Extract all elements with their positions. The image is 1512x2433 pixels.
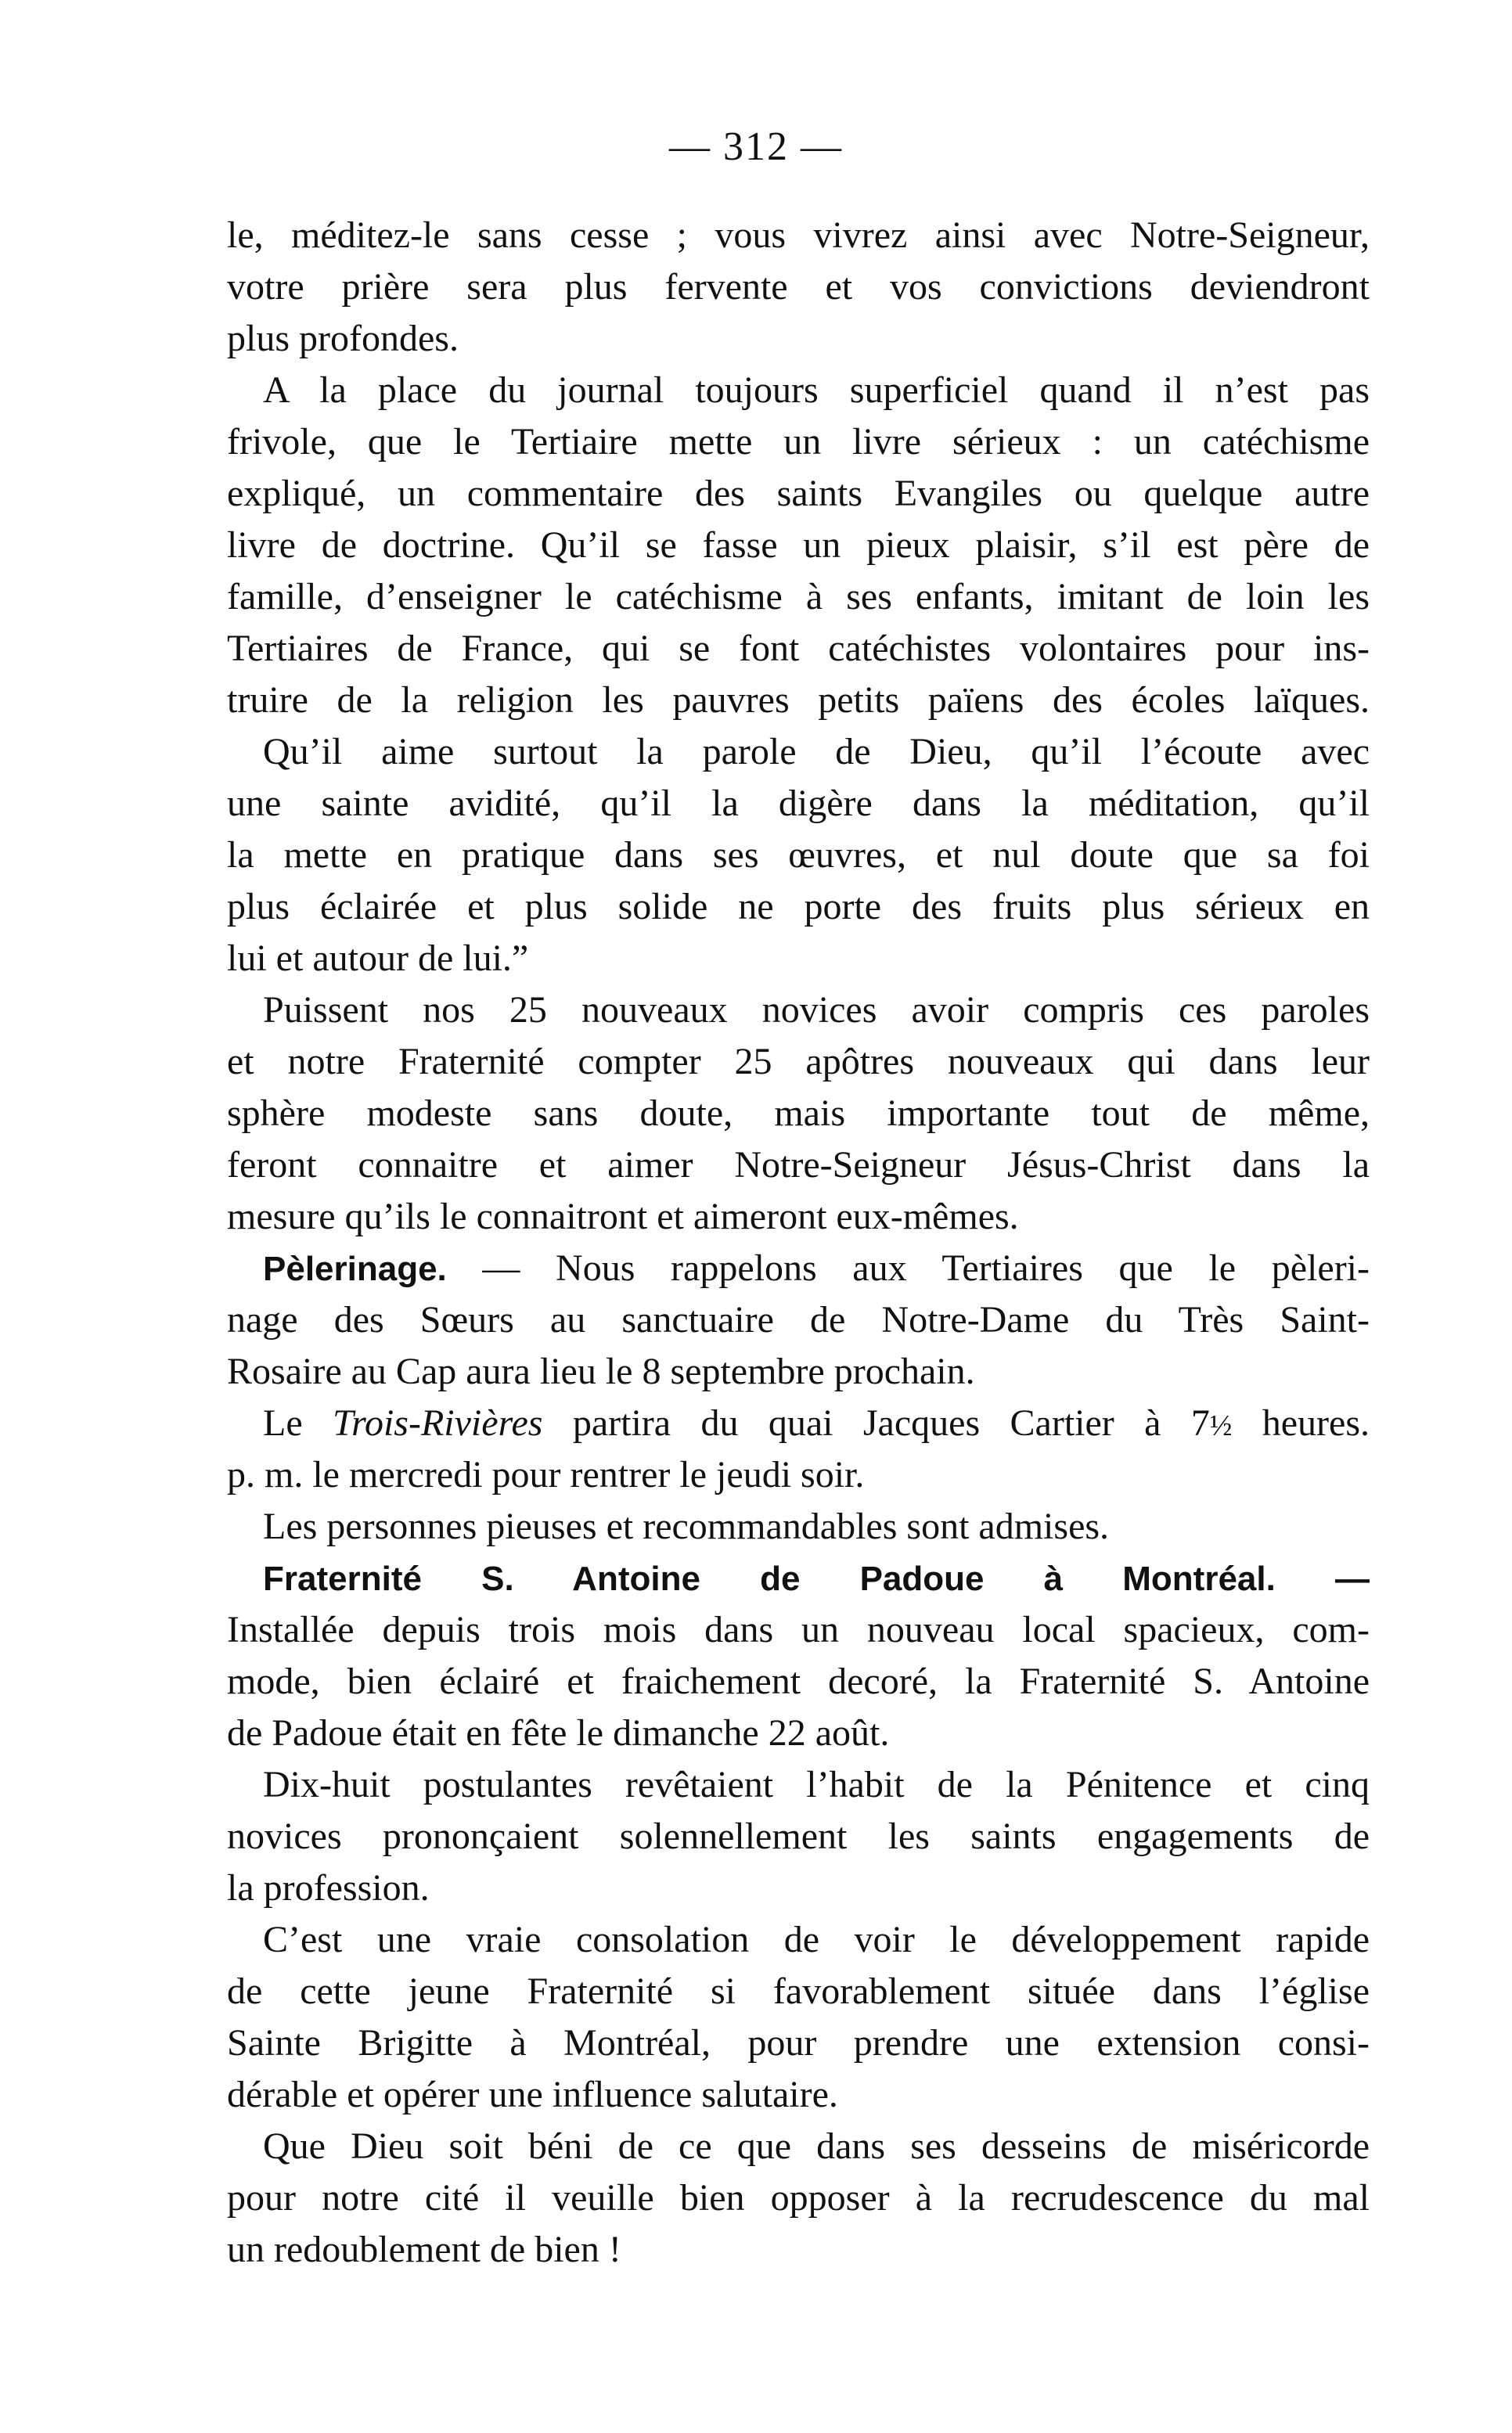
text-line: votre prière sera plus fervente et vos convictions deviendront	[227, 266, 1370, 308]
page-number: — 312 —	[669, 124, 843, 169]
text-line: Dix-huit postulantes revêtaient l’habit de la Pénitence et cinq	[263, 1764, 1370, 1805]
text-line: de cette jeune Fraternité si favorablement située dans l’église	[227, 1971, 1370, 2012]
text-line: livre de doctrine. Qu’il se fasse un pieux plaisir, s’il est père de	[227, 524, 1370, 566]
text-line: expliqué, un commentaire des saints Evangiles ou quelque autre	[227, 473, 1370, 514]
text-line: novices prononçaient solennellement les saints engagements de	[227, 1816, 1370, 1857]
text-line: C’est une vraie consolation de voir le développement rapide	[263, 1919, 1370, 1960]
text-line: la profession.	[227, 1867, 430, 1909]
boat-name: Trois-Rivières	[333, 1402, 543, 1444]
text-line: Que Dieu soit béni de ce que dans ses desseins de miséricorde	[263, 2125, 1370, 2167]
text-line: famille, d’enseigner le catéchisme à ses enfants, imitant de loin les	[227, 576, 1370, 617]
fraternite-heading: Fraternité S. Antoine de Padoue à Montréal. —	[263, 1560, 1370, 1598]
fraternite-heading-line	[227, 1553, 1370, 1604]
trip-suffix: heures.	[1232, 1402, 1370, 1444]
text-line: Tertiaires de France, qui se font catéchistes volontaires pour ins-	[227, 628, 1370, 669]
text-line: une sainte avidité, qu’il la digère dans la méditation, qu’il	[227, 783, 1370, 824]
text-line: dérable et opérer une influence salutaire.	[227, 2074, 838, 2115]
text-line: plus éclairée et plus solide ne porte des fruits plus sérieux en	[227, 886, 1370, 927]
pelerinage-intro: — Nous rappelons aux Tertiaires que le pèleri-	[446, 1247, 1370, 1289]
text-line: A la place du journal toujours superficiel quand il n’est pas	[263, 369, 1370, 411]
trip-line	[227, 1398, 1370, 1449]
text-line: pour notre cité il veuille bien opposer à la recrudescence du mal	[227, 2177, 1370, 2219]
text-line: truire de la religion les pauvres petits païens des écoles laïques.	[227, 679, 1370, 721]
text-line: Sainte Brigitte à Montréal, pour prendre une extension consi-	[227, 2022, 1370, 2064]
trip-fraction: ½	[1209, 1409, 1233, 1442]
text-line: un redoublement de bien !	[227, 2229, 621, 2270]
trip-middle: partira du quai Jacques Cartier à 7	[542, 1402, 1210, 1444]
text-line: Rosaire au Cap aura lieu le 8 septembre prochain.	[227, 1351, 975, 1392]
pelerinage-heading: Pèlerinage.	[263, 1250, 447, 1288]
text-line: nage des Sœurs au sanctuaire de Notre-Dame du Très Saint-	[227, 1299, 1370, 1341]
text-line: le, méditez-le sans cesse ; vous vivrez ainsi avec Notre-Seigneur,	[227, 214, 1370, 256]
text-line: Qu’il aime surtout la parole de Dieu, qu’il l’écoute avec	[263, 731, 1370, 772]
text-line: mesure qu’ils le connaitront et aimeront eux-mêmes.	[227, 1196, 1019, 1237]
text-line: feront connaitre et aimer Notre-Seigneur Jésus-Christ dans la	[227, 1144, 1370, 1186]
text-line: p. m. le mercredi pour rentrer le jeudi soir.	[227, 1454, 865, 1495]
text-line: et notre Fraternité compter 25 apôtres nouveaux qui dans leur	[227, 1041, 1370, 1082]
text-line: plus profondes.	[227, 318, 459, 359]
text-line: Puissent nos 25 nouveaux novices avoir compris ces paroles	[263, 989, 1370, 1031]
text-line: frivole, que le Tertiaire mette un livre sérieux : un catéchisme	[227, 421, 1370, 462]
text-line: mode, bien éclairé et fraichement decoré, la Fraternité S. Antoine	[227, 1661, 1370, 1702]
pelerinage-first-line	[227, 1243, 1370, 1294]
page-body	[227, 210, 1370, 2276]
text-line: lui et autour de lui.”	[227, 938, 529, 979]
text-line: la mette en pratique dans ses œuvres, et nul doute que sa foi	[227, 834, 1370, 876]
text-line: Installée depuis trois mois dans un nouveau local spacieux, com-	[227, 1609, 1370, 1650]
text-line: Les personnes pieuses et recommandables sont admises.	[263, 1506, 1110, 1547]
text-line: de Padoue était en fête le dimanche 22 août.	[227, 1712, 890, 1754]
text-line: sphère modeste sans doute, mais importante tout de même,	[227, 1092, 1370, 1134]
trip-prefix: Le	[263, 1402, 333, 1444]
